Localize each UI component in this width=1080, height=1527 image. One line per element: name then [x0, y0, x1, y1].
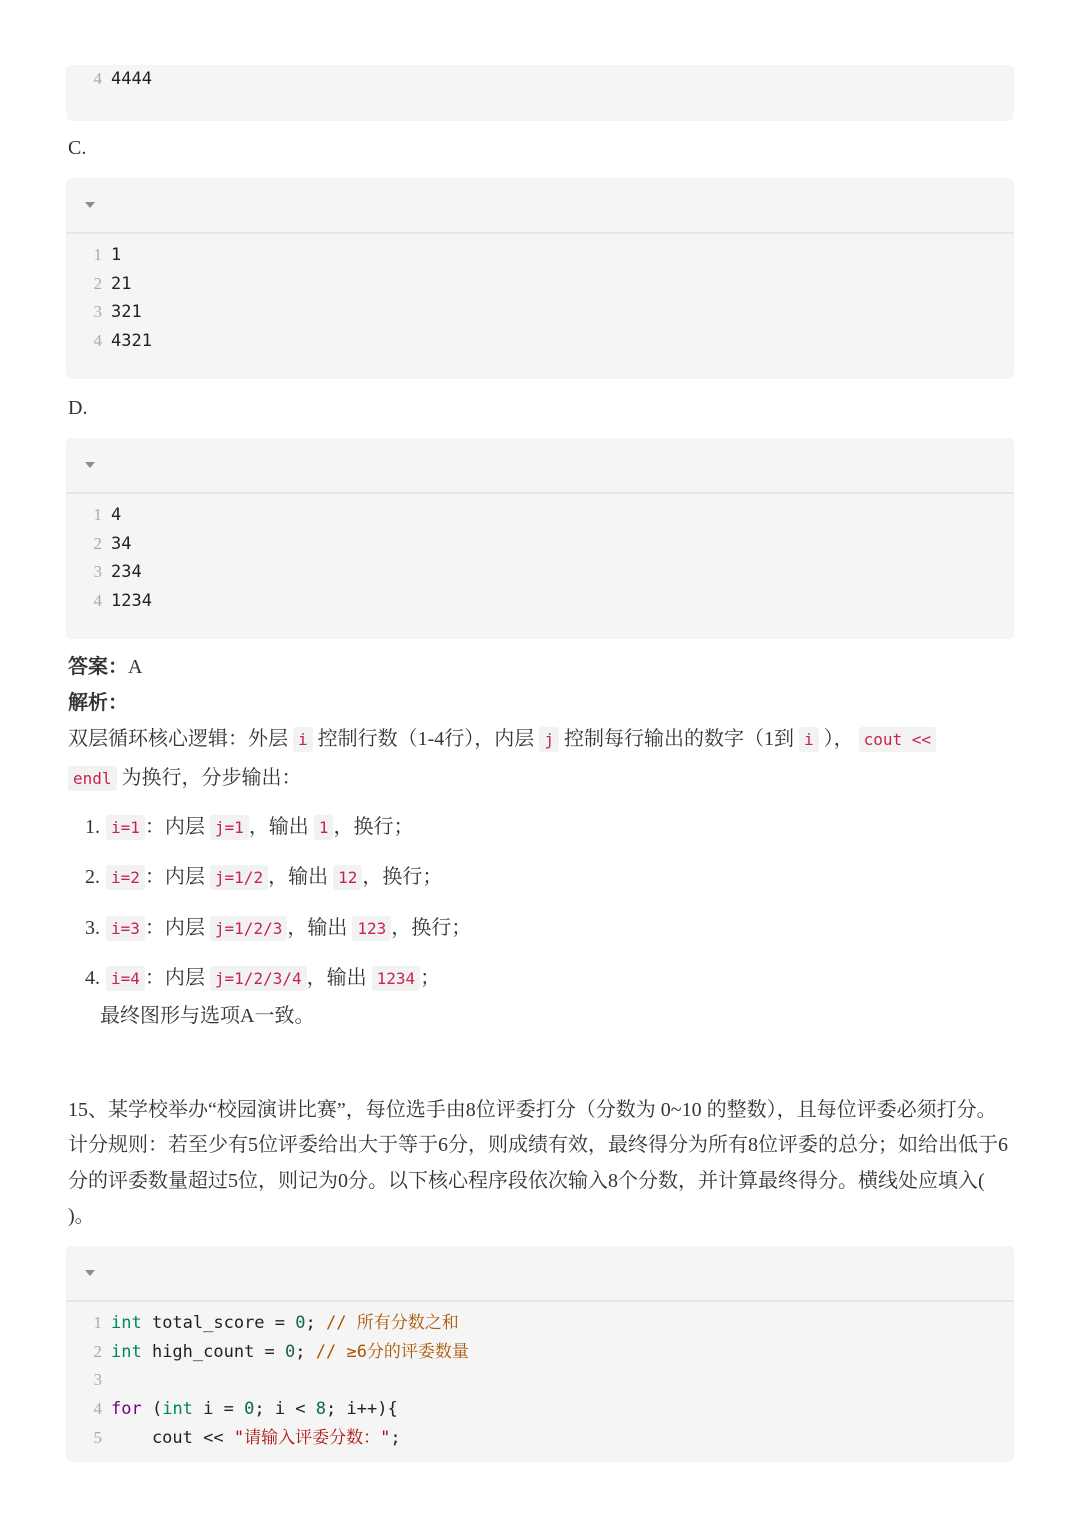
option-d-code-block	[66, 438, 1014, 639]
code-line	[66, 530, 1014, 559]
code-line	[66, 558, 1014, 587]
code-text: cout <<	[111, 1427, 234, 1448]
inline-code: endl	[68, 766, 117, 791]
analysis-intro	[68, 720, 1013, 798]
code-line	[66, 270, 1014, 299]
control-keyword: for	[111, 1399, 142, 1420]
collapse-caret-icon[interactable]	[85, 462, 95, 468]
analysis-steps-list	[68, 808, 471, 1009]
code-text: ;	[295, 1341, 316, 1362]
list-item	[68, 858, 471, 908]
step-text: ，输出	[248, 816, 314, 838]
code-line	[66, 1338, 1014, 1367]
inline-code: i	[293, 727, 313, 752]
question-15-code-block	[66, 1246, 1014, 1462]
number-literal: 8	[315, 1399, 327, 1420]
option-c-label: C.	[68, 137, 87, 159]
code-text: 1	[111, 245, 122, 265]
code-text: total_score =	[141, 1313, 296, 1333]
inline-code: 123	[352, 916, 391, 941]
line-number: 2	[93, 273, 102, 293]
intro-text: 控制每行输出的数字（1到	[558, 728, 799, 750]
inline-code: 1234	[372, 966, 421, 991]
code-text: 234	[111, 562, 142, 583]
code-text: 4444	[111, 69, 152, 89]
question-15-text: 15、某学校举办“校园演讲比赛”，每位选手由8位评委打分（分数为 0~10 的整数），且每位评委必须打分。计分规则：若至少有5位评委给出大于等于6分，则成绩有效，最终得分为所有8位评委的总分；如给出低于6分的评委数量超过5位，则记为0分。以下核心程序段依次输入8个分数，并计算最终得分。横线处应填入( )。	[68, 1099, 1008, 1227]
line-number: 2	[93, 1341, 102, 1361]
code-text: ; i++){	[326, 1399, 398, 1420]
type-keyword: int	[111, 1313, 142, 1333]
step-text: ，输出	[268, 866, 334, 889]
inline-code: j=1/2	[210, 865, 268, 890]
intro-text: ），	[818, 728, 854, 750]
number-literal: 0	[295, 1313, 306, 1333]
step-text: ，换行；	[391, 916, 472, 939]
inline-code: j	[539, 727, 559, 752]
code-text: 321	[111, 302, 142, 323]
step-number: 4.	[85, 966, 100, 989]
code-line	[66, 65, 1014, 94]
analysis-colon: ：	[108, 692, 128, 714]
step-number: 2.	[85, 866, 100, 889]
code-comment: // 所有分数之和	[325, 1313, 459, 1333]
code-text: ;	[305, 1313, 326, 1333]
line-number: 1	[93, 505, 102, 524]
inline-code: j=1	[210, 815, 249, 840]
code-comment: // ≥6分的评委数量	[315, 1341, 469, 1362]
code-text: 34	[111, 533, 132, 554]
line-number: 4	[93, 69, 102, 88]
list-item	[68, 808, 471, 858]
code-text: 1234	[111, 591, 152, 612]
code-text: (	[141, 1399, 163, 1420]
inline-code: 12	[333, 865, 362, 890]
line-number: 4	[93, 1399, 102, 1419]
collapse-caret-icon[interactable]	[85, 202, 95, 208]
code-text: ;	[390, 1427, 401, 1448]
type-keyword: int	[162, 1399, 193, 1420]
code-block-header	[66, 1246, 1014, 1302]
code-line	[66, 327, 1014, 356]
intro-text: 控制行数（1-4行），内层	[312, 728, 540, 750]
inline-code: 1	[314, 815, 334, 840]
inline-code: i=3	[106, 916, 145, 941]
code-text: 4321	[111, 331, 152, 352]
inline-code: i	[799, 727, 819, 752]
code-line	[66, 298, 1014, 327]
code-text: high_count =	[141, 1341, 286, 1362]
line-number: 3	[93, 1370, 102, 1390]
line-number: 1	[93, 1313, 102, 1332]
type-keyword: int	[111, 1341, 142, 1362]
inline-code: cout <<	[859, 727, 936, 752]
step-text: ；	[420, 966, 441, 989]
line-number: 1	[93, 245, 102, 264]
inline-code: j=1/2/3	[210, 916, 287, 941]
line-number: 3	[93, 562, 102, 582]
option-b-code-block	[66, 65, 1014, 121]
code-block-header	[66, 438, 1014, 494]
code-text: ; i <	[254, 1399, 316, 1420]
code-text: 21	[111, 273, 132, 294]
inline-code: i=1	[106, 815, 145, 840]
answer-line	[68, 650, 142, 685]
line-number: 4	[93, 331, 102, 351]
answer-label: 答案	[68, 656, 108, 678]
line-number: 5	[93, 1427, 102, 1447]
analysis-heading	[68, 686, 128, 721]
code-line	[66, 1309, 1014, 1338]
analysis-summary: 最终图形与选项A一致。	[100, 1005, 315, 1027]
string-literal: "请输入评委分数："	[233, 1427, 391, 1448]
step-number: 3.	[85, 916, 100, 939]
answer-value: A	[128, 656, 143, 678]
step-text: ，换行；	[333, 816, 414, 838]
collapse-caret-icon[interactable]	[85, 1270, 95, 1276]
code-line	[66, 587, 1014, 616]
inline-code: j=1/2/3/4	[210, 966, 307, 991]
inline-code: i=4	[106, 966, 145, 991]
code-line	[66, 1395, 1014, 1424]
analysis-label: 解析	[68, 692, 108, 714]
line-number: 2	[93, 533, 102, 553]
list-item	[68, 909, 471, 959]
code-line	[66, 1366, 1014, 1395]
code-line	[66, 241, 1014, 270]
step-number: 1.	[85, 816, 100, 838]
step-text: ：内层	[144, 916, 210, 939]
step-text: ，输出	[306, 966, 372, 989]
option-d-label: D.	[68, 397, 88, 419]
number-literal: 0	[244, 1399, 255, 1420]
code-text: i =	[192, 1399, 245, 1420]
line-number: 4	[93, 591, 102, 611]
answer-colon: ：	[108, 656, 128, 678]
intro-text: 为换行，分步输出：	[116, 767, 302, 789]
code-block-header	[66, 178, 1014, 234]
step-text: ：内层	[144, 866, 210, 889]
step-text: ：内层	[144, 816, 210, 838]
line-number: 3	[93, 302, 102, 322]
inline-code: i=2	[106, 865, 145, 890]
step-text: ，换行；	[362, 866, 443, 889]
step-text: ，输出	[287, 916, 353, 939]
number-literal: 0	[285, 1341, 296, 1362]
code-line	[66, 501, 1014, 530]
code-line	[66, 1424, 1014, 1453]
code-text: 4	[111, 505, 122, 525]
intro-text: 双层循环核心逻辑：外层	[68, 728, 293, 750]
step-text: ：内层	[144, 966, 210, 989]
option-c-code-block	[66, 178, 1014, 379]
